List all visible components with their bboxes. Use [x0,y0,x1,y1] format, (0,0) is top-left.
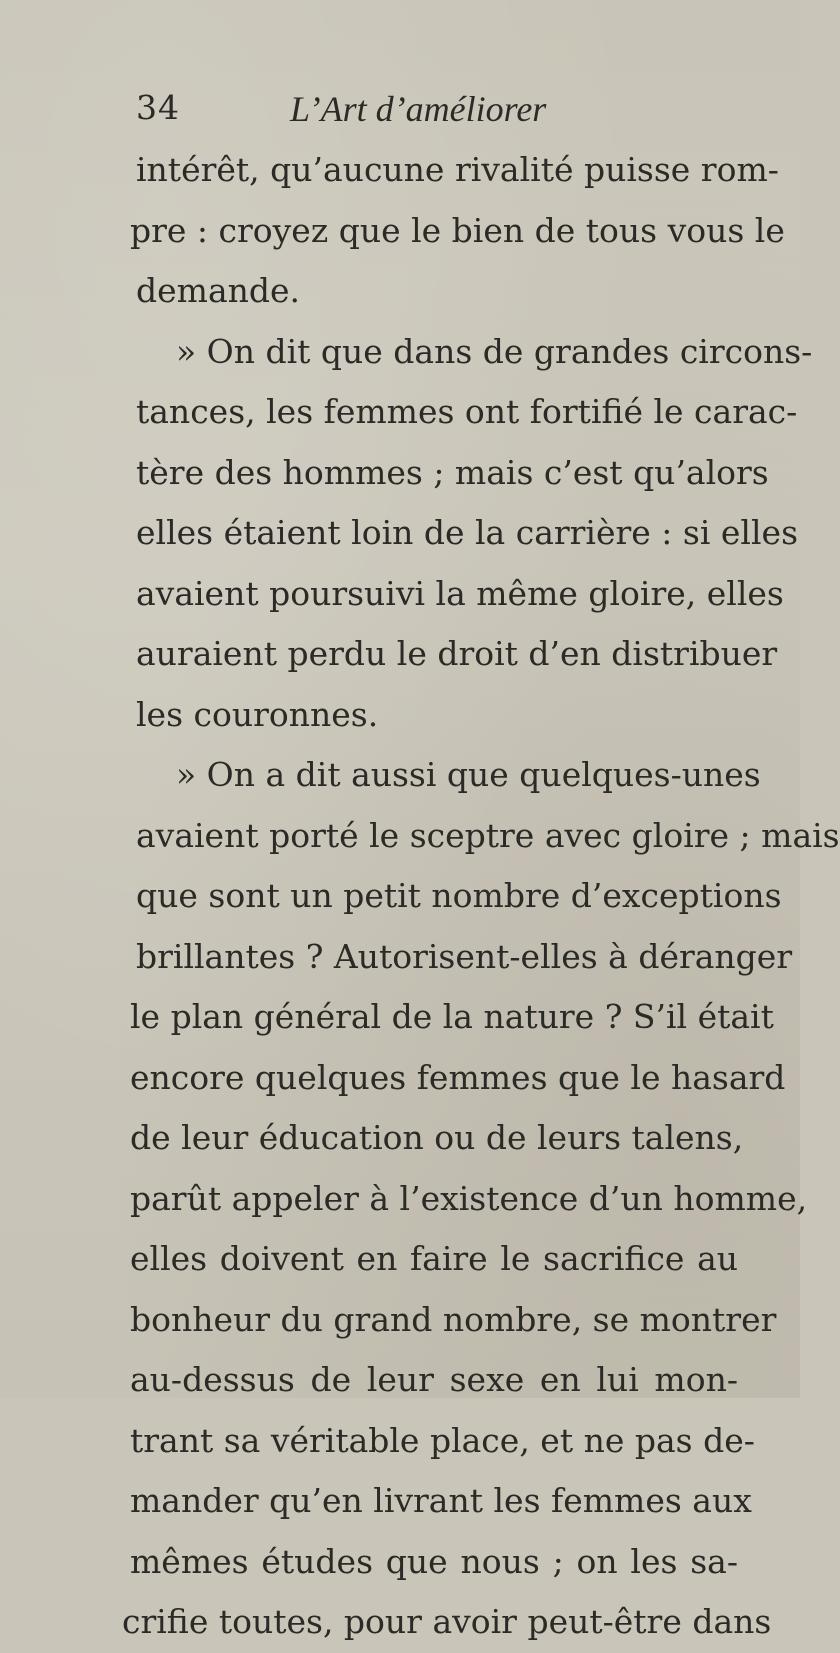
text-line: avaient porté le sceptre avec gloire ; mais [136,815,840,855]
text-line: crifie toutes, pour avoir peut-être dans [122,1602,772,1641]
paragraph-start-line: » On a dit aussi que quelques-unes [176,755,761,794]
text-line: mêmes études que nous ; on les sa- [130,1541,738,1581]
text-line: mander qu’en livrant les femmes aux [130,1481,752,1520]
text-line: pre : croyez que le bien de tous vous le [130,210,785,250]
text-line: les couronnes. [136,694,379,734]
body-text [118,140,840,1653]
text-line: parût appeler à l’existence d’un homme, [130,1178,808,1218]
text-line: auraient perdu le droit d’en distribuer [136,634,778,673]
text-line: elles doivent en faire le sacrifice au [130,1239,738,1278]
text-line: encore quelques femmes que le hasard [130,1057,786,1097]
page-header [136,88,696,128]
text-line: elles étaient loin de la carrière : si elles [136,513,798,552]
text-line: trant sa véritable place, et ne pas de- [130,1420,755,1460]
text-line: le plan général de la nature ? S’il était [130,997,774,1036]
paragraph-start-line: » On dit que dans de grandes circons- [176,331,813,371]
text-line: au-dessus de leur sexe en lui mon- [130,1360,738,1399]
text-line: tère des hommes ; mais c’est qu’alors [136,452,769,492]
text-line: intérêt, qu’aucune rivalité puisse rom- [136,150,779,189]
text-line: bonheur du grand nombre, se montrer [130,1299,777,1339]
running-title: L’Art d’améliorer [290,89,547,129]
text-line: que sont un petit nombre d’exceptions [136,876,782,915]
text-line: de leur éducation ou de leurs talens, [130,1118,744,1157]
page-number: 34 [136,88,180,127]
text-line: tances, les femmes ont fortifié le carac- [136,392,798,431]
text-line: brillantes ? Autorisent-elles à déranger [136,936,793,976]
text-line: demande. [136,271,301,310]
text-line: avaient poursuivi la même gloire, elles [136,573,784,613]
